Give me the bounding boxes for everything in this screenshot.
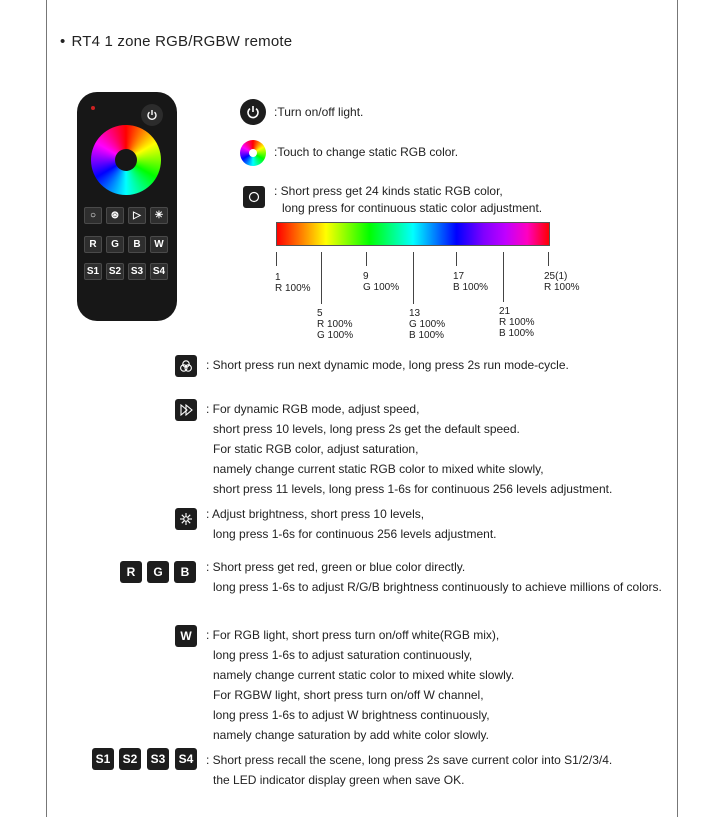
s4-key: S4: [175, 748, 197, 770]
title-bullet: •: [60, 33, 66, 50]
speed-desc-line3: For static RGB color, adjust saturation,: [213, 442, 419, 456]
spectrum-value-21b: B 100%: [499, 328, 535, 339]
spectrum-label-21: [499, 306, 535, 339]
spectrum-value-21a: R 100%: [499, 317, 535, 328]
spectrum-label-5: [317, 308, 353, 341]
power-description: :Turn on/off light.: [274, 105, 364, 119]
b-key: B: [174, 561, 196, 583]
static-color-desc-line1: : Short press get 24 kinds static RGB color,: [274, 184, 503, 198]
spectrum-step-5: 5: [317, 308, 323, 319]
w-desc-line2: long press 1-6s to adjust saturation continuously,: [213, 648, 473, 662]
s3-key: S3: [147, 748, 169, 770]
remote-key-w: W: [150, 236, 168, 253]
speed-desc-line5: short press 11 levels, long press 1-6s for continuous 256 levels adjustment.: [213, 482, 613, 496]
color-spectrum-bar: [276, 222, 550, 246]
spectrum-step-1: 1: [275, 272, 281, 283]
spectrum-tick-5: [321, 252, 322, 304]
remote-image: [77, 92, 177, 321]
page-border-right: [677, 0, 678, 817]
speed-desc-line1: : For dynamic RGB mode, adjust speed,: [206, 402, 420, 416]
w-desc-line6: namely change saturation by add white color slowly.: [213, 728, 489, 742]
s2-key: S2: [119, 748, 141, 770]
spectrum-label-25: [544, 271, 580, 293]
scene-desc-line1: : Short press recall the scene, long press 2s save current color into S1/2/3/4.: [206, 753, 613, 767]
spectrum-value-13b: B 100%: [409, 330, 445, 341]
led-indicator: [91, 106, 95, 110]
static-color-key-icon: [243, 186, 265, 208]
color-wheel-description: :Touch to change static RGB color.: [274, 145, 459, 159]
title-text: RT4 1 zone RGB/RGBW remote: [71, 33, 293, 50]
w-desc-line1: : For RGB light, short press turn on/off white(RGB mix),: [206, 628, 500, 642]
spectrum-value-9: G 100%: [363, 282, 400, 293]
remote-key-speed: ▷: [128, 207, 146, 224]
speed-desc-line4: namely change current static RGB color to mixed white slowly,: [213, 462, 544, 476]
spectrum-value-5a: R 100%: [317, 319, 353, 330]
spectrum-step-17: 17: [453, 271, 465, 282]
spectrum-label-13: [409, 308, 445, 341]
remote-key-r: R: [84, 236, 102, 253]
section-title: [60, 33, 292, 50]
remote-key-s2: S2: [106, 263, 124, 280]
rgb-desc-line1: : Short press get red, green or blue color directly.: [206, 560, 466, 574]
spectrum-tick-17: [456, 252, 457, 266]
speed-key-icon: [175, 399, 197, 421]
spectrum-value-17: B 100%: [453, 282, 489, 293]
remote-key-b: B: [128, 236, 146, 253]
spectrum-step-9: 9: [363, 271, 369, 282]
dynamic-mode-key-icon: [175, 355, 197, 377]
power-icon: [240, 99, 266, 125]
color-wheel-icon: [240, 140, 266, 166]
static-color-desc-line2: long press for continuous static color adjustment.: [282, 201, 543, 215]
w-desc-line4: For RGBW light, short press turn on/off W channel,: [213, 688, 484, 702]
remote-color-wheel: [91, 125, 161, 195]
dynamic-mode-description: : Short press run next dynamic mode, long press 2s run mode-cycle.: [206, 358, 569, 372]
brightness-desc-line2: long press 1-6s for continuous 256 levels adjustment.: [213, 527, 497, 541]
spectrum-label-9: [363, 271, 399, 293]
spectrum-tick-1: [276, 252, 277, 266]
spectrum-value-1: R 100%: [275, 283, 311, 294]
spectrum-step-25: 25(1): [544, 271, 568, 282]
g-key: G: [147, 561, 169, 583]
w-desc-line5: long press 1-6s to adjust W brightness continuously,: [213, 708, 490, 722]
w-key: W: [175, 625, 197, 647]
brightness-key-icon: [175, 508, 197, 530]
spectrum-value-13a: G 100%: [409, 319, 446, 330]
remote-key-static: ○: [84, 207, 102, 224]
remote-key-s4: S4: [150, 263, 168, 280]
remote-key-s3: S3: [128, 263, 146, 280]
scene-desc-line2: the LED indicator display green when save OK.: [213, 773, 465, 787]
spectrum-tick-13: [413, 252, 414, 304]
speed-desc-line2: short press 10 levels, long press 2s get the default speed.: [213, 422, 520, 436]
spectrum-value-25: R 100%: [544, 282, 580, 293]
spectrum-step-21: 21: [499, 306, 511, 317]
spectrum-step-13: 13: [409, 308, 421, 319]
spectrum-tick-9: [366, 252, 367, 266]
page-border-left: [46, 0, 47, 817]
r-key: R: [120, 561, 142, 583]
s1-key: S1: [92, 748, 114, 770]
rgb-desc-line2: long press 1-6s to adjust R/G/B brightness continuously to achieve millions of colors.: [213, 580, 662, 594]
remote-power-icon: [141, 104, 163, 126]
spectrum-label-1: [275, 272, 311, 294]
w-desc-line3: namely change current static color to mixed white slowly.: [213, 668, 515, 682]
brightness-desc-line1: : Adjust brightness, short press 10 levels,: [206, 507, 425, 521]
remote-key-s1: S1: [84, 263, 102, 280]
spectrum-tick-25: [548, 252, 549, 266]
remote-key-dynamic: ⊛: [106, 207, 124, 224]
spectrum-value-5b: G 100%: [317, 330, 354, 341]
remote-key-g: G: [106, 236, 124, 253]
spectrum-tick-21: [503, 252, 504, 302]
spectrum-label-17: [453, 271, 488, 293]
remote-key-brightness: ✳: [150, 207, 168, 224]
